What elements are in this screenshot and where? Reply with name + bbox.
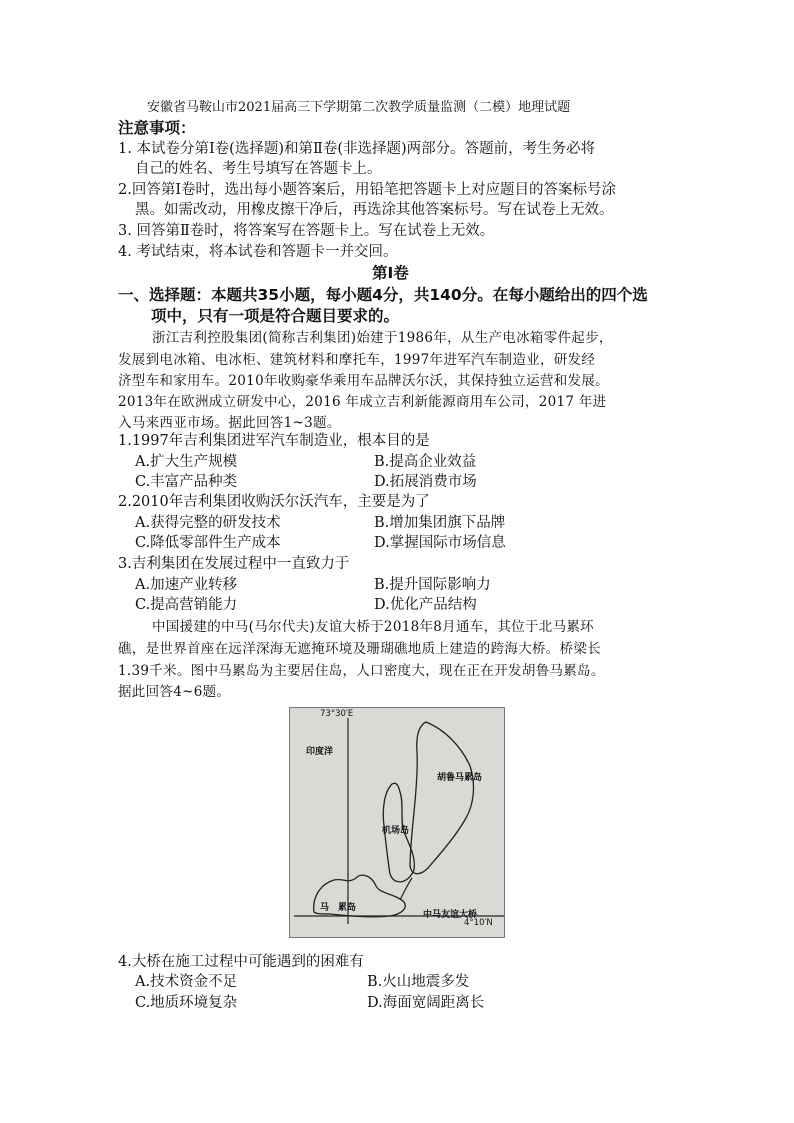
ocean-label: 印度洋 [306, 747, 334, 757]
notice-item: 3. 回答第Ⅱ卷时，将答案写在答题卡上。写在试卷上无效。 [118, 223, 495, 239]
question-stem: 4.大桥在施工过程中可能遇到的困难有 [118, 954, 364, 970]
question-stem: 1.1997年吉利集团进军汽车制造业，根本目的是 [118, 433, 430, 449]
passage-line: 据此回答4~6题。 [118, 684, 231, 700]
airport-label: 机场岛 [382, 826, 410, 836]
option-b[interactable]: B.提升国际影响力 [374, 577, 491, 593]
option-a[interactable]: A.获得完整的研发技术 [135, 515, 281, 531]
option-c[interactable]: C.地质环境复杂 [135, 995, 238, 1011]
option-d[interactable]: D.海面宽阔距离长 [367, 995, 485, 1011]
longitude-label: 73°30′E [320, 709, 354, 719]
option-a[interactable]: A.技术资金不足 [135, 974, 238, 990]
question-stem: 3.吉利集团在发展过程中一直致力于 [118, 556, 350, 572]
option-b[interactable]: B.火山地震多发 [367, 974, 470, 990]
male-atoll-map [289, 707, 505, 938]
notice-item: 2.回答第Ⅰ卷时，选出每小题答案后，用铅笔把答题卡上对应题目的答案标号涂 [118, 182, 617, 198]
option-b[interactable]: B.增加集团旗下品牌 [374, 515, 506, 531]
option-d[interactable]: D.掌握国际市场信息 [374, 535, 506, 551]
latitude-label: 4°10′N [464, 918, 493, 928]
passage-line: 中国援建的中马(马尔代夫)友谊大桥于2018年8月通车，其位于北马累环 [152, 619, 594, 635]
passage-line: 礁，是世界首座在远洋深海无遮掩环境及珊瑚礁地质上建造的跨海大桥。桥梁长 [118, 641, 601, 657]
passage-line: 浙江吉利控股集团(简称吉利集团)始建于1986年，从生产电冰箱零件起步， [152, 330, 613, 346]
passage-line: 1.39千米。图中马累岛为主要居住岛，人口密度大，现在正在开发胡鲁马累岛。 [118, 663, 605, 679]
part-title: 第Ⅰ卷 [372, 264, 409, 282]
hulhumale-island [410, 722, 473, 874]
notice-heading: 注意事项： [118, 119, 196, 137]
option-c[interactable]: C.降低零部件生产成本 [135, 535, 281, 551]
male-label: 马 累岛 [320, 903, 357, 913]
notice-item: 4. 考试结束，将本试卷和答题卡一并交回。 [118, 244, 398, 260]
notice-item: 1. 本试卷分第Ⅰ卷(选择题)和第Ⅱ卷(非选择题)两部分。答题前，考生务必将 [118, 141, 596, 157]
bridge-label: 中马友谊大桥 [423, 910, 478, 920]
notice-item: 自己的姓名、考生号填写在答题卡上。 [135, 161, 382, 177]
option-b[interactable]: B.提高企业效益 [374, 454, 477, 470]
exam-title: 安徽省马鞍山市2021届高三下学期第二次教学质量监测（二模）地理试题 [147, 100, 571, 115]
passage-line: 济型车和家用车。2010年收购豪华乘用车品牌沃尔沃，其保持独立运营和发展。 [118, 373, 609, 389]
section-heading-cont: 项中，只有一项是符合题目要求的。 [151, 307, 400, 325]
notice-item: 黑。如需改动，用橡皮擦干净后，再选涂其他答案标号。写在试卷上无效。 [135, 202, 614, 218]
option-c[interactable]: C.提高营销能力 [135, 597, 238, 613]
option-c[interactable]: C.丰富产品种类 [135, 474, 238, 490]
option-a[interactable]: A.加速产业转移 [135, 577, 238, 593]
question-stem: 2.2010年吉利集团收购沃尔沃汽车，主要是为了 [118, 494, 430, 510]
passage-line: 发展到电冰箱、电冰柜、建筑材料和摩托车，1997年进军汽车制造业，研发经 [118, 352, 596, 368]
passage-line: 入马来西亚市场。据此回答1~3题。 [118, 415, 341, 431]
passage-line: 2013年在欧洲成立研发中心，2016 年成立吉利新能源商用车公司，2017 年进 [118, 394, 607, 410]
option-d[interactable]: D.优化产品结构 [374, 597, 477, 613]
option-d[interactable]: D.拓展消费市场 [374, 474, 477, 490]
hulhumale-label: 胡鲁马累岛 [437, 773, 483, 783]
section-heading: 一、选择题：本题共35小题，每小题4分，共140分。在每小题给出的四个选 [118, 286, 648, 304]
option-a[interactable]: A.扩大生产规模 [135, 454, 238, 470]
